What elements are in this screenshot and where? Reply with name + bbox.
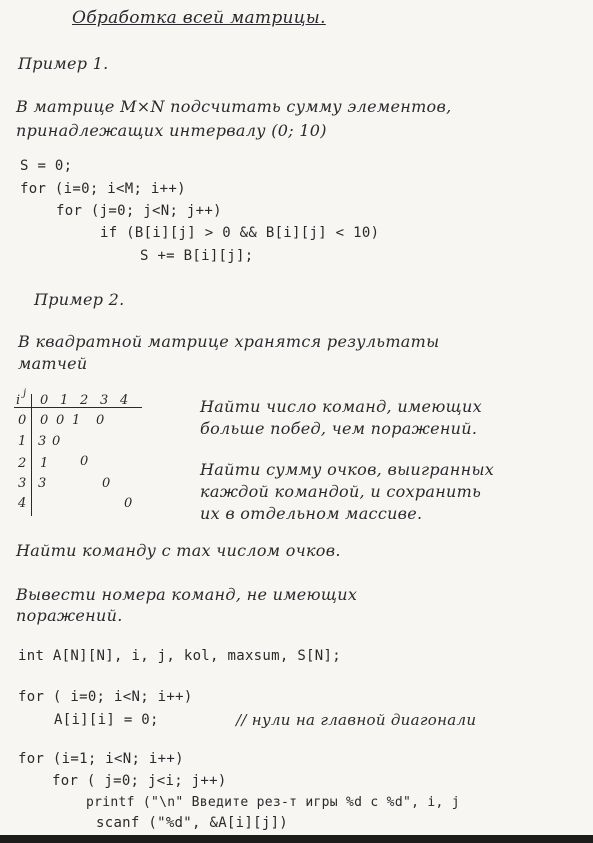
task4-line1: Вывести номера команд, не имеющих	[16, 585, 358, 604]
table-col-header: 3	[100, 393, 109, 408]
code2-loop3: for ( j=0; j<i; j++)	[52, 773, 227, 789]
code2-declaration: int A[N][N], i, j, kol, maxsum, S[N];	[18, 648, 341, 664]
example1-heading: Пример 1.	[18, 54, 109, 73]
code2-diag-comment: // нули на главной диагонали	[236, 711, 477, 729]
code2-diag: A[i][i] = 0;	[54, 712, 159, 728]
table-col-header: 4	[120, 393, 129, 408]
table-cell: 3	[38, 476, 47, 491]
code2-loop2: for (i=1; i<N; i++)	[18, 751, 184, 767]
table-row-header: 1	[18, 434, 27, 449]
table-row-header: 4	[18, 496, 27, 511]
code2-loop1: for ( i=0; i<N; i++)	[18, 689, 193, 705]
table-col-header: 1	[60, 393, 69, 408]
page-bottom-edge	[0, 835, 593, 843]
code1-line: S = 0;	[20, 158, 73, 174]
results-table	[14, 388, 154, 522]
code1-line: S += B[i][j];	[140, 248, 254, 264]
example2-desc-line1: В квадратной матрице хранятся результаты	[18, 332, 440, 351]
table-col-header: 0	[40, 393, 49, 408]
code2-printf: printf ("\n" Введите рез-т игры %d c %d", i, j	[86, 795, 460, 810]
table-row-header: 3	[18, 476, 27, 491]
table-cell: 0	[124, 496, 133, 511]
code1-line: if (B[i][j] > 0 && B[i][j] < 10)	[100, 225, 380, 241]
table-row-rule	[31, 394, 32, 516]
table-cell: 0	[80, 454, 89, 469]
table-cell: 1	[40, 456, 49, 471]
table-row-header: 0	[18, 413, 27, 428]
table-corner-label: i	[16, 393, 21, 408]
task3: Найти команду с max числом очков.	[16, 541, 341, 560]
task2-line1: Найти сумму очков, выигранных	[200, 460, 495, 479]
example2-desc-line2: матчей	[18, 354, 88, 373]
code1-line: for (j=0; j<N; j++)	[56, 203, 222, 219]
table-cell: 3	[38, 434, 47, 449]
table-cell: 0	[102, 476, 111, 491]
page-title: Обработка всей матрицы.	[72, 8, 326, 28]
task2-line2: каждой командой, и сохранить	[200, 482, 482, 501]
code1-line: for (i=0; i<M; i++)	[20, 181, 186, 197]
task1-line2: больше побед, чем поражений.	[200, 419, 478, 438]
example2-heading: Пример 2.	[34, 290, 125, 309]
table-cell: 0	[40, 413, 49, 428]
task2-line3: их в отдельном массиве.	[200, 504, 423, 523]
code2-scanf: scanf ("%d", &A[i][j])	[96, 815, 289, 831]
table-cell: 0	[52, 434, 61, 449]
table-cell: 0	[96, 413, 105, 428]
table-row-header: 2	[18, 456, 27, 471]
task4-line2: поражений.	[16, 606, 123, 625]
table-col-header: 2	[80, 393, 89, 408]
task1-line1: Найти число команд, имеющих	[200, 397, 482, 416]
table-corner-sup: j	[23, 388, 27, 399]
table-cell: 1	[72, 413, 81, 428]
table-cell: 0	[56, 413, 65, 428]
example1-task-line1: В матрице M×N подсчитать сумму элементов,	[16, 97, 452, 116]
example1-task-line2: принадлежащих интервалу (0; 10)	[16, 121, 327, 140]
